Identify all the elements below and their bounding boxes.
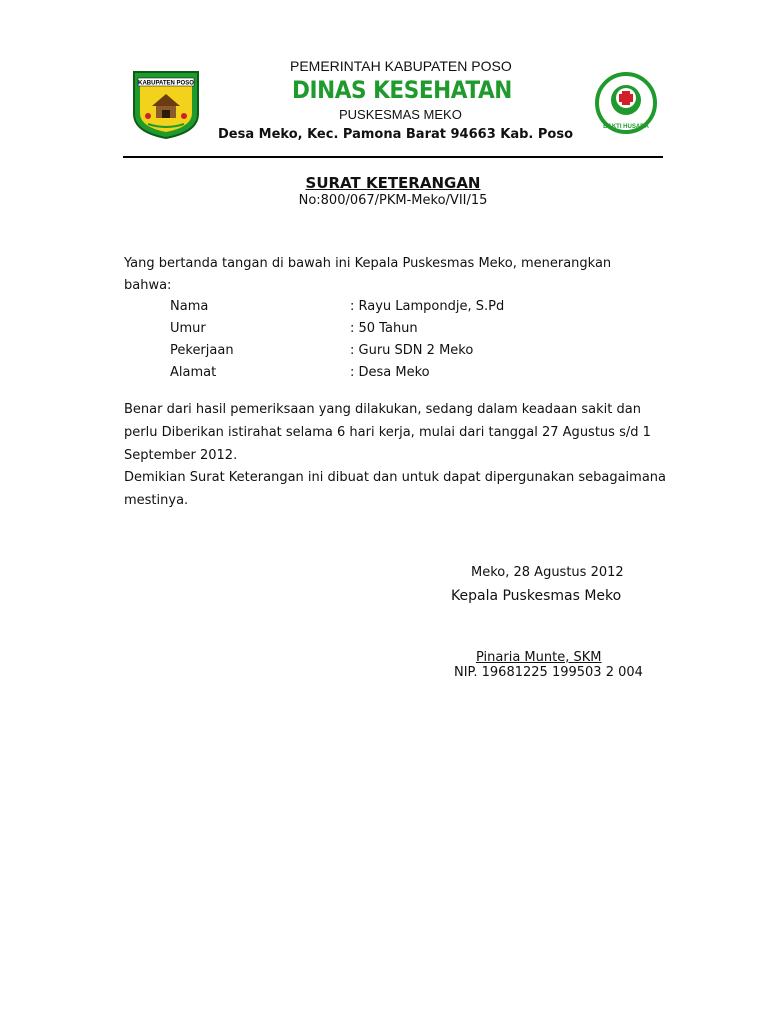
logo-lettering: BAKTI HUSADA — [603, 124, 649, 130]
field-label-nama: Nama — [170, 299, 209, 314]
signer-position: Kepala Puskesmas Meko — [451, 588, 622, 604]
field-value-umur: : 50 Tahun — [350, 321, 418, 336]
intro-line-1: Yang bertanda tangan di bawah ini Kepala Puskesmas Meko, menerangkan — [124, 256, 612, 271]
field-value-nama: : Rayu Lampondje, S.Pd — [350, 299, 505, 314]
signer-nip: NIP. 19681225 199503 2 004 — [454, 665, 643, 680]
body-line-3: September 2012. — [124, 448, 238, 463]
address: Desa Meko, Kec. Pamona Barat 94663 Kab. Poso — [218, 127, 574, 142]
field-label-umur: Umur — [170, 321, 206, 336]
field-value-alamat: : Desa Meko — [350, 365, 430, 380]
closing-line-1: Demikian Surat Keterangan ini dibuat dan untuk dapat dipergunakan sebagaimana — [124, 470, 667, 485]
letter-number: No:800/067/PKM-Meko/VII/15 — [298, 193, 488, 208]
body-line-2: perlu Diberikan istirahat selama 6 hari kerja, mulai dari tanggal 27 Agustus s/d 1 — [124, 425, 651, 440]
field-value-pekerjaan: : Guru SDN 2 Meko — [350, 343, 474, 358]
department-name: DINAS KESEHATAN — [292, 76, 512, 104]
field-label-alamat: Alamat — [170, 365, 217, 380]
header-divider — [123, 156, 663, 158]
government-name: PEMERINTAH KABUPATEN POSO — [290, 58, 512, 74]
letter-title: SURAT KETERANGAN — [305, 174, 481, 192]
bakti-husada-logo — [594, 70, 658, 136]
puskesmas-name: PUSKESMAS MEKO — [339, 107, 462, 122]
kabupaten-poso-logo — [128, 68, 204, 140]
logo-lettering: KABUPATEN POSO — [138, 80, 194, 87]
body-line-1: Benar dari hasil pemeriksaan yang dilakukan, sedang dalam keadaan sakit dan — [124, 402, 641, 417]
closing-line-2: mestinya. — [124, 493, 189, 508]
place-date: Meko, 28 Agustus 2012 — [471, 565, 624, 580]
intro-line-2: bahwa: — [124, 278, 172, 293]
field-label-pekerjaan: Pekerjaan — [170, 343, 234, 358]
signer-name: Pinaria Munte, SKM — [476, 650, 602, 665]
